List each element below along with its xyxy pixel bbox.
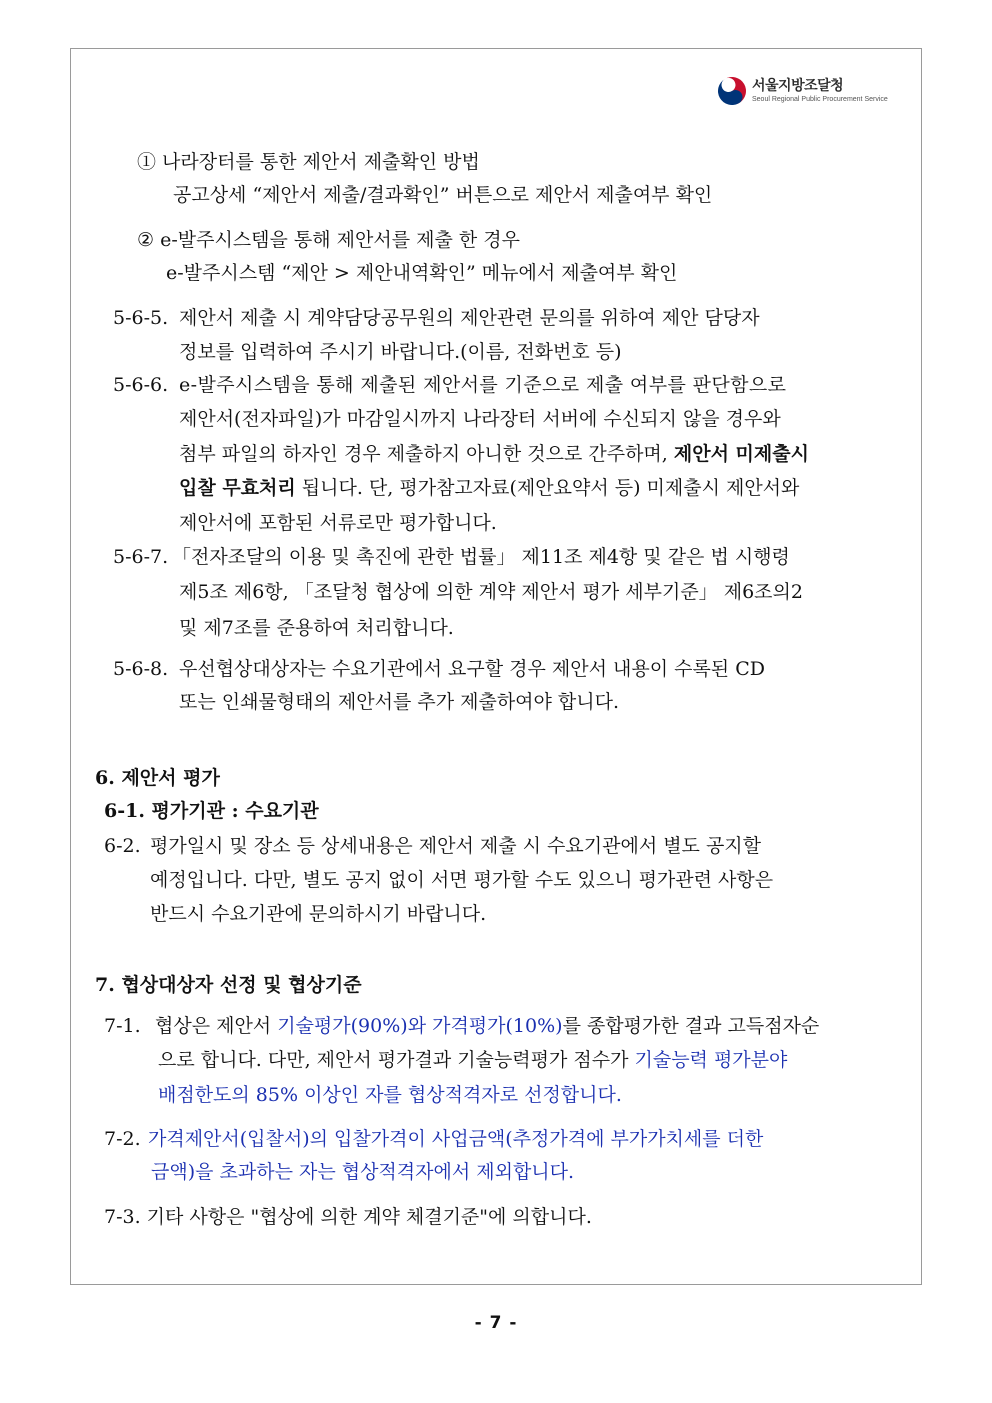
item-566-line1: e-발주시스템을 통해 제출된 제안서를 기준으로 제출 여부를 판단함으로 — [179, 374, 787, 396]
item-566-line2: 제안서(전자파일)가 마감일시까지 나라장터 서버에 수신되지 않을 경우와 — [179, 408, 781, 430]
item-566-line3 — [179, 442, 897, 466]
item-565-line2: 정보를 입력하여 주시기 바랍니다.(이름, 전화번호 등) — [179, 341, 622, 363]
section-7-1-text-a: 협상은 제안서 — [155, 1015, 278, 1037]
section-7-1-number: 7-1. — [104, 1015, 141, 1037]
section-6-2-line1: 평가일시 및 장소 등 상세내용은 제안서 제출 시 수요기관에서 별도 공지할 — [150, 835, 762, 857]
sub2-body: e-발주시스템 “제안 > 제안내역확인” 메뉴에서 제출여부 확인 — [166, 262, 678, 284]
item-568-number: 5-6-8. — [113, 658, 169, 680]
section-7-1-highlight-b: 기술능력 평가분야 — [634, 1049, 788, 1071]
agency-logo — [717, 76, 888, 106]
item-566-emphasis-1: 제안서 미제출시 — [673, 443, 809, 465]
section-6-1: 6-1. 평가기관 : 수요기관 — [104, 800, 319, 822]
section-7-title: 7. 협상대상자 선정 및 협상기준 — [95, 974, 362, 996]
section-7-1-text-c: 으로 합니다. 다만, 제안서 평가결과 기술능력평가 점수가 — [158, 1049, 635, 1071]
section-7-1-highlight-a: 기술평가(90%)와 가격평가(10%) — [277, 1015, 563, 1037]
item-566-line4 — [179, 476, 897, 500]
item-565-line1: 제안서 제출 시 계약담당공무원의 제안관련 문의를 위하여 제안 담당자 — [179, 307, 760, 329]
section-6-title: 6. 제안서 평가 — [95, 767, 220, 789]
item-566-line3-text: 첨부 파일의 하자인 경우 제출하지 아니한 것으로 간주하며, — [179, 443, 674, 465]
logo-name-english: Seoul Regional Public Procurement Service — [752, 96, 888, 103]
taegeuk-emblem-icon — [717, 76, 747, 106]
section-7-1-line3: 배점한도의 85% 이상인 자를 협상적격자로 선정합니다. — [158, 1084, 622, 1106]
section-7-2-number: 7-2. — [104, 1128, 141, 1150]
section-6-2-number: 6-2. — [104, 835, 141, 857]
section-7-2-line1: 가격제안서(입찰서)의 입찰가격이 사업금액(추정가격에 부가가치세를 더한 — [148, 1128, 764, 1150]
section-6-2-line3: 반드시 수요기관에 문의하시기 바랍니다. — [150, 903, 487, 925]
item-568-line2: 또는 인쇄물형태의 제안서를 추가 제출하여야 합니다. — [179, 691, 620, 713]
item-567-number: 5-6-7. — [113, 546, 169, 568]
item-567-line2: 제5조 제6항, 「조달청 협상에 의한 계약 제안서 평가 세부기준」 제6조의2 — [179, 581, 803, 603]
section-6-2-line2: 예정입니다. 다만, 별도 공지 없이 서면 평가할 수도 있으니 평가관련 사항은 — [150, 869, 774, 891]
section-7-3: 7-3. 기타 사항은 "협상에 의한 계약 체결기준"에 의합니다. — [104, 1206, 592, 1228]
item-566-line4-text: 됩니다. 단, 평가참고자료(제안요약서 등) 미제출시 제안서와 — [295, 477, 800, 499]
section-7-1-line1 — [155, 1014, 897, 1038]
section-7-1-text-b: 를 종합평가한 결과 고득점자순 — [562, 1015, 820, 1037]
logo-name-korean: 서울지방조달청 — [752, 78, 844, 94]
section-7-1-line2 — [158, 1048, 897, 1072]
sub1-body: 공고상세 “제안서 제출/결과확인” 버튼으로 제안서 제출여부 확인 — [173, 184, 713, 206]
item-567-line3: 및 제7조를 준용하여 처리합니다. — [179, 617, 454, 639]
page-number: - 7 - — [474, 1313, 518, 1333]
item-567-line1: 「전자조달의 이용 및 촉진에 관한 법률」 제11조 제4항 및 같은 법 시행령 — [172, 546, 790, 568]
sub2-title: ② e-발주시스템을 통해 제안서를 제출 한 경우 — [137, 229, 520, 251]
sub1-title: ① 나라장터를 통한 제안서 제출확인 방법 — [137, 151, 480, 173]
item-566-number: 5-6-6. — [113, 374, 169, 396]
item-566-line5: 제안서에 포함된 서류로만 평가합니다. — [179, 512, 497, 534]
item-565-number: 5-6-5. — [113, 307, 169, 329]
item-566-emphasis-2: 입찰 무효처리 — [179, 477, 296, 499]
section-7-2-line2: 금액)을 초과하는 자는 협상적격자에서 제외합니다. — [151, 1161, 575, 1183]
item-568-line1: 우선협상대상자는 수요기관에서 요구할 경우 제안서 내용이 수록된 CD — [179, 658, 765, 680]
